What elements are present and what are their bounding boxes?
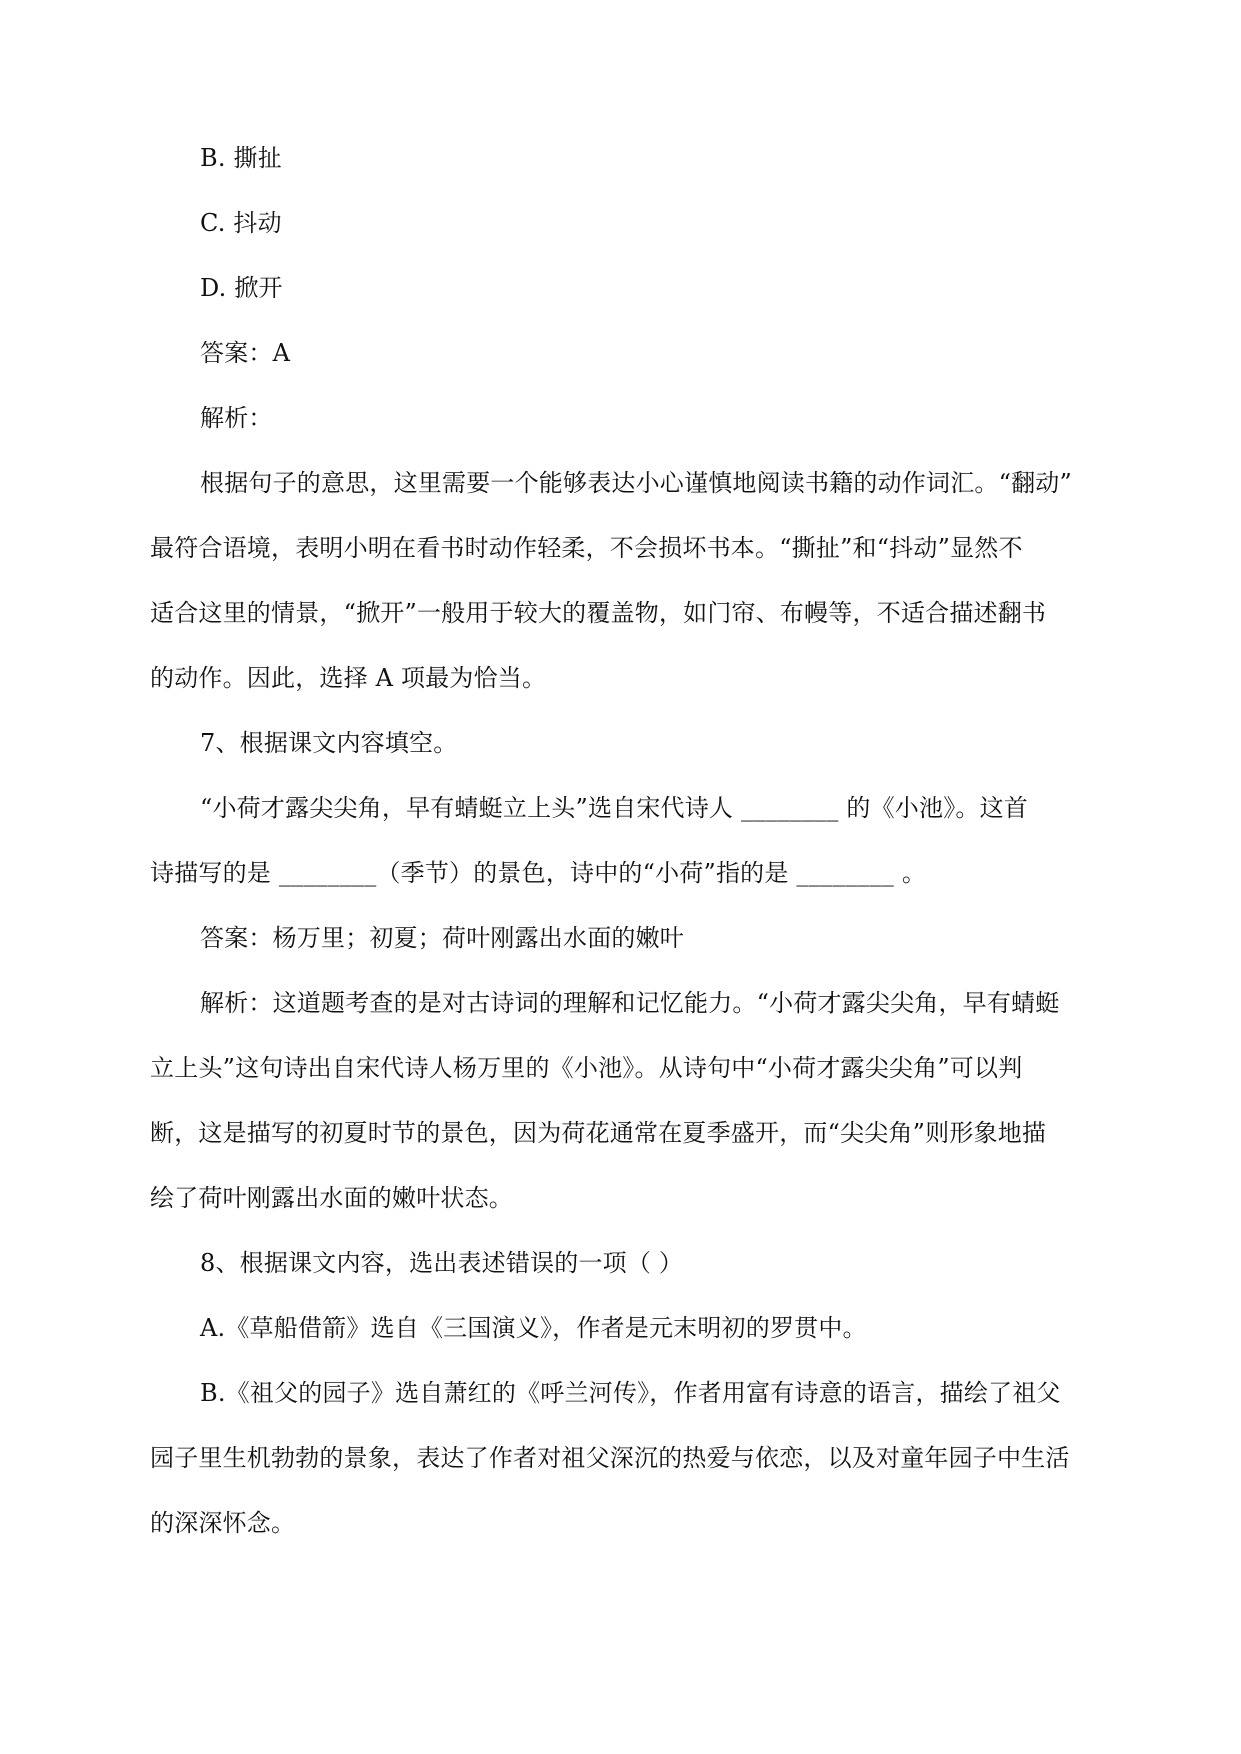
question-8-option-a: A.《草船借箭》选自《三国演义》，作者是元末明初的罗贯中。 — [200, 1314, 867, 1342]
analysis-6-label: 解析： — [200, 404, 273, 432]
question-7-text-line-1: “小荷才露尖尖角，早有蜻蜓立上头”选自宋代诗人 ________ 的《小池》。这首 — [200, 794, 1028, 822]
answer-7: 答案：杨万里；初夏；荷叶刚露出水面的嫩叶 — [200, 924, 684, 952]
question-7: 7、根据课文内容填空。 — [200, 729, 458, 757]
option-b: B. 撕扯 — [200, 144, 282, 172]
question-8-option-b-line-1: B.《祖父的园子》选自萧红的《呼兰河传》，作者用富有诗意的语言，描绘了祖父 — [200, 1379, 1061, 1407]
analysis-6-line-4: 的动作。因此，选择 A 项最为恰当。 — [150, 664, 547, 692]
analysis-6-line-2: 最符合语境，表明小明在看书时动作轻柔，不会损坏书本。“撕扯”和“抖动”显然不 — [150, 534, 1023, 562]
question-8-option-b-line-2: 园子里生机勃勃的景象，表达了作者对祖父深沉的热爱与依恋，以及对童年园子中生活 — [150, 1444, 1070, 1472]
option-c: C. 抖动 — [200, 209, 282, 237]
analysis-7-line-2: 立上头”这句诗出自宋代诗人杨万里的《小池》。从诗句中“小荷才露尖尖角”可以判 — [150, 1054, 1023, 1082]
question-7-text-line-2: 诗描写的是 ________（季节）的景色，诗中的“小荷”指的是 ________ 。 — [150, 859, 927, 887]
option-d: D. 掀开 — [200, 274, 283, 302]
analysis-6-line-1: 根据句子的意思，这里需要一个能够表达小心谨慎地阅读书籍的动作词汇。“翻动” — [200, 469, 1072, 497]
analysis-7-line-4: 绘了荷叶刚露出水面的嫩叶状态。 — [150, 1184, 513, 1212]
analysis-7-line-3: 断，这是描写的初夏时节的景色，因为荷花通常在夏季盛开，而“尖尖角”则形象地描 — [150, 1119, 1047, 1147]
document-content — [150, 138, 1091, 1543]
answer-6: 答案：A — [200, 339, 291, 367]
question-8-option-b-line-3: 的深深怀念。 — [150, 1509, 296, 1537]
question-8: 8、根据课文内容，选出表述错误的一项（ ） — [200, 1249, 684, 1277]
analysis-7-line-1: 解析：这道题考查的是对古诗词的理解和记忆能力。“小荷才露尖尖角，早有蜻蜓 — [200, 989, 1060, 1017]
analysis-6-line-3: 适合这里的情景，“掀开”一般用于较大的覆盖物，如门帘、布幔等，不适合描述翻书 — [150, 599, 1047, 627]
